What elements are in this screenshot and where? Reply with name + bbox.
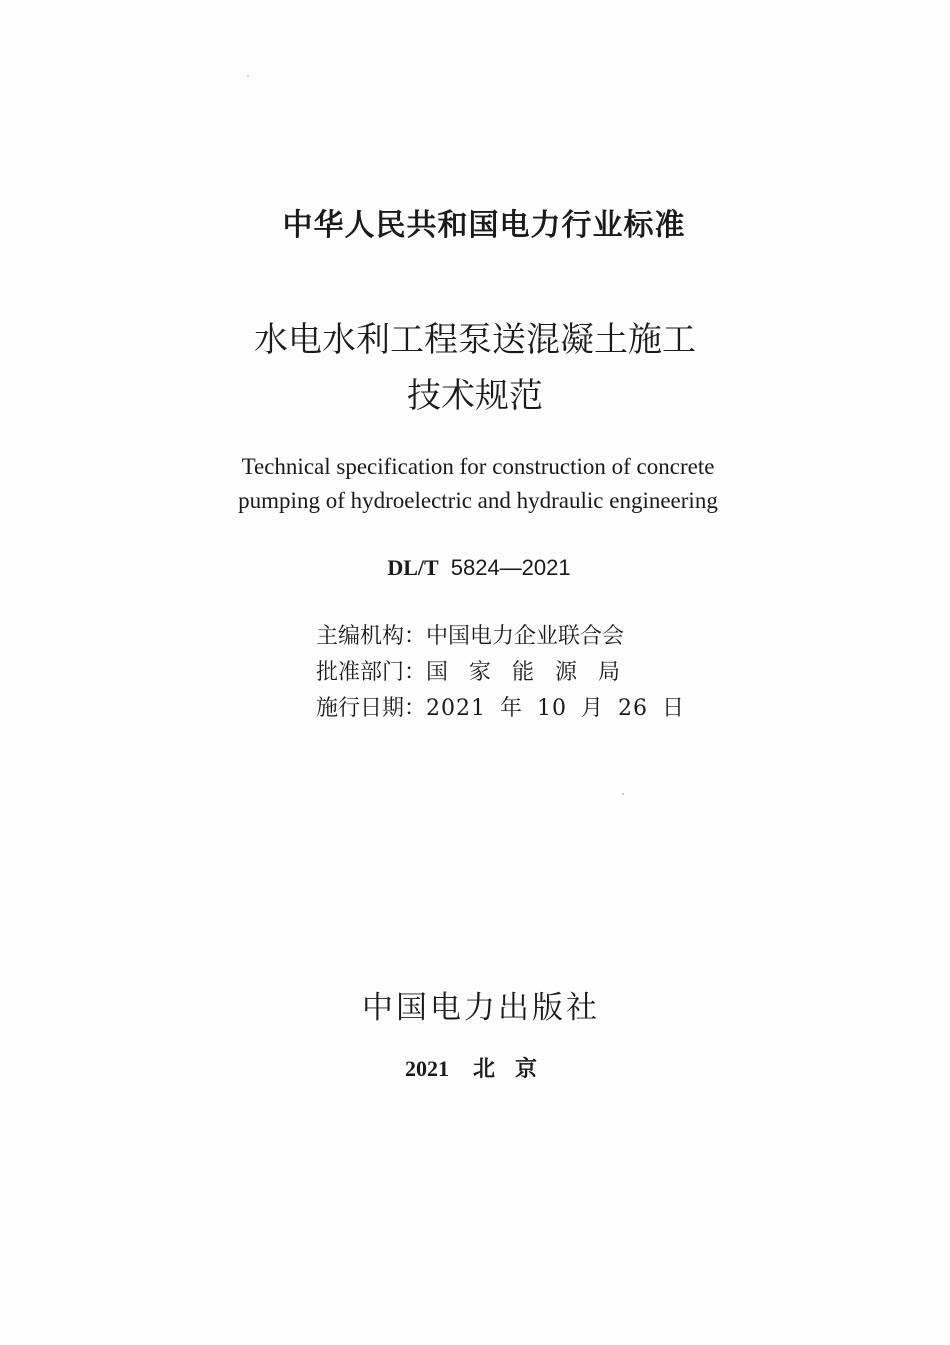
- approver-row: [316, 655, 685, 691]
- scan-speck: [247, 75, 249, 77]
- english-title-line-2: pumping of hydroelectric and hydraulic engineering: [238, 488, 718, 513]
- publication-info: [316, 619, 685, 727]
- publisher-name: 中国电力出版社: [362, 990, 600, 1026]
- publication-city: 北京: [472, 1057, 557, 1082]
- approver-label: 批准部门：: [316, 660, 427, 685]
- english-title: [3, 450, 950, 518]
- effective-date-row: [316, 691, 685, 727]
- chinese-title-line-2: 技术规范: [407, 376, 543, 416]
- editor-value: 中国电力企业联合会: [426, 624, 625, 649]
- publication-place: [6, 1052, 950, 1083]
- editor-label: 主编机构：: [316, 624, 427, 649]
- standard-category: 中华人民共和国电力行业标准: [282, 208, 686, 243]
- standard-number-code: 5824—2021: [450, 555, 571, 580]
- english-title-line-1: Technical specification for construction of concrete: [241, 454, 715, 479]
- standard-number: [4, 555, 950, 581]
- scan-speck: [622, 793, 624, 795]
- effective-date-label: 施行日期：: [316, 696, 427, 721]
- publication-year: 2021: [404, 1056, 449, 1081]
- chinese-title: [0, 312, 950, 424]
- editor-row: [316, 619, 685, 655]
- effective-date-value: 2021 年 10 月 26 日: [426, 696, 685, 721]
- standard-number-prefix: DL/T: [387, 555, 439, 580]
- approver-value: 国家能源局: [426, 660, 642, 685]
- chinese-title-line-1: 水电水利工程泵送混凝土施工: [254, 320, 696, 360]
